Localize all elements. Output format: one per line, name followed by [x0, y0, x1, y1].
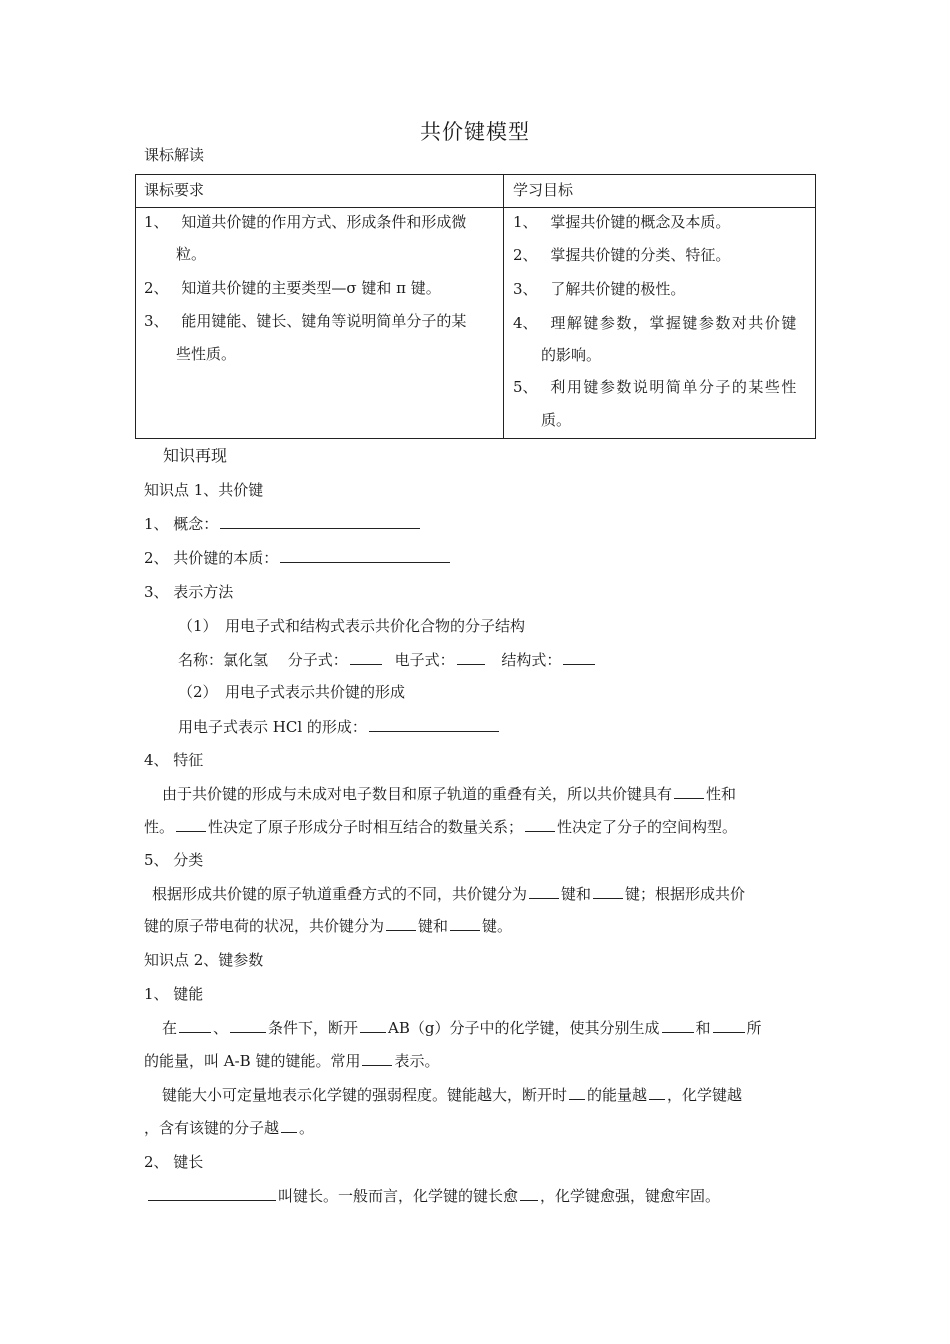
objective-1: 1、 掌握共价键的概念及本质。: [513, 213, 731, 231]
blank-bl-2[interactable]: [520, 1186, 538, 1201]
requirement-2: 2、 知道共价键的主要类型—σ 键和 π 键。: [144, 279, 441, 297]
table-column-divider: [503, 175, 504, 438]
requirement-1-cont: 粒。: [176, 245, 207, 263]
blank-hcl-formation[interactable]: [369, 717, 499, 732]
bond-energy-line-1: 在 、 条件下，断开 AB（g）分子中的化学键，使其分别生成 和 所: [162, 1019, 762, 1037]
requirement-1: 1、 知道共价键的作用方式、形成条件和形成微: [144, 213, 467, 231]
classification-line-2: 键的原子带电荷的状况，共价键分为 键和 键。: [144, 917, 513, 935]
kp1-item-representation: 3、 表示方法: [144, 583, 234, 601]
blank-be-5[interactable]: [713, 1018, 745, 1033]
kp1-sub1: （1） 用电子式和结构式表示共价化合物的分子结构: [178, 617, 526, 635]
blank-be-3[interactable]: [360, 1018, 386, 1033]
blank-be-8[interactable]: [649, 1085, 665, 1100]
bond-energy-line-2: 的能量，叫 A-B 键的键能。常用 表示。: [144, 1052, 440, 1070]
blank-class-1[interactable]: [529, 884, 559, 899]
features-line-1: 由于共价键的形成与未成对电子数目和原子轨道的重叠有关，所以共价键具有 性和: [162, 785, 737, 803]
kp1-hcl-formation: 用电子式表示 HCl 的形成：: [178, 716, 501, 737]
features-line-2: 性。 性决定了原子形成分子时相互结合的数量关系； 性决定了分子的空间构型。: [144, 818, 738, 836]
kp1-sub2: （2） 用电子式表示共价键的形成: [178, 683, 406, 701]
blank-essence[interactable]: [280, 548, 450, 563]
section-curriculum: 课标解读: [144, 146, 205, 164]
knowledge-review-heading: 知识再现: [163, 446, 228, 465]
blank-be-1[interactable]: [179, 1018, 211, 1033]
blank-be-9[interactable]: [281, 1118, 297, 1133]
kp1-item-concept: 1、 概念：: [144, 513, 422, 534]
blank-formula[interactable]: [350, 650, 382, 665]
bond-energy-line-4: ，含有该键的分子越 。: [144, 1119, 315, 1137]
blank-class-3[interactable]: [386, 916, 416, 931]
bond-energy-line-3: 键能大小可定量地表示化学键的强弱程度。键能越大，断开时 的能量越 ，化学键越: [162, 1086, 743, 1104]
kp1-item-features: 4、 特征: [144, 751, 204, 769]
kp1-hcl-row: 名称：氯化氢 分子式： 电子式： 结构式：: [178, 649, 597, 670]
blank-concept[interactable]: [220, 514, 420, 529]
table-header-requirements: 课标要求: [144, 181, 205, 199]
blank-be-7[interactable]: [569, 1085, 585, 1100]
classification-line-1: 根据形成共价键的原子轨道重叠方式的不同，共价键分为 键和 键；根据形成共价: [152, 885, 746, 903]
blank-class-2[interactable]: [593, 884, 623, 899]
kp2-item-bond-energy: 1、 键能: [144, 985, 204, 1003]
blank-feature-3[interactable]: [525, 817, 555, 832]
kp1-item-essence: 2、 共价键的本质：: [144, 547, 452, 568]
blank-be-2[interactable]: [230, 1018, 266, 1033]
objective-5: 5、 利用键参数说明简单分子的某些性: [513, 378, 798, 396]
blank-be-6[interactable]: [362, 1051, 392, 1066]
objective-3: 3、 了解共价键的极性。: [513, 280, 686, 298]
blank-bl-1[interactable]: [148, 1186, 276, 1201]
table-header-objectives: 学习目标: [513, 181, 574, 199]
blank-class-4[interactable]: [450, 916, 480, 931]
blank-feature-2[interactable]: [176, 817, 206, 832]
objective-2: 2、 掌握共价键的分类、特征。: [513, 246, 731, 264]
blank-feature-1[interactable]: [674, 784, 704, 799]
table-header-divider: [136, 207, 815, 208]
kp1-title: 知识点 1、共价键: [144, 481, 264, 499]
kp2-title: 知识点 2、键参数: [144, 951, 264, 969]
objective-4-cont: 的影响。: [541, 346, 602, 364]
kp2-item-bond-length: 2、 键长: [144, 1153, 204, 1171]
requirement-3: 3、 能用键能、键长、键角等说明简单分子的某: [144, 312, 467, 330]
page-title: 共价键模型: [420, 120, 530, 144]
objective-4: 4、 理解键参数，掌握键参数对共价键: [513, 314, 798, 332]
kp1-item-classification: 5、 分类: [144, 851, 204, 869]
requirement-3-cont: 些性质。: [176, 345, 237, 363]
curriculum-table: [135, 174, 816, 439]
blank-electron-formula[interactable]: [457, 650, 485, 665]
blank-structural-formula[interactable]: [563, 650, 595, 665]
bond-length-line-1: 叫键长。一般而言，化学键的键长愈 ，化学键愈强，键愈牢固。: [146, 1185, 720, 1206]
objective-5-cont: 质。: [541, 411, 572, 429]
blank-be-4[interactable]: [662, 1018, 694, 1033]
